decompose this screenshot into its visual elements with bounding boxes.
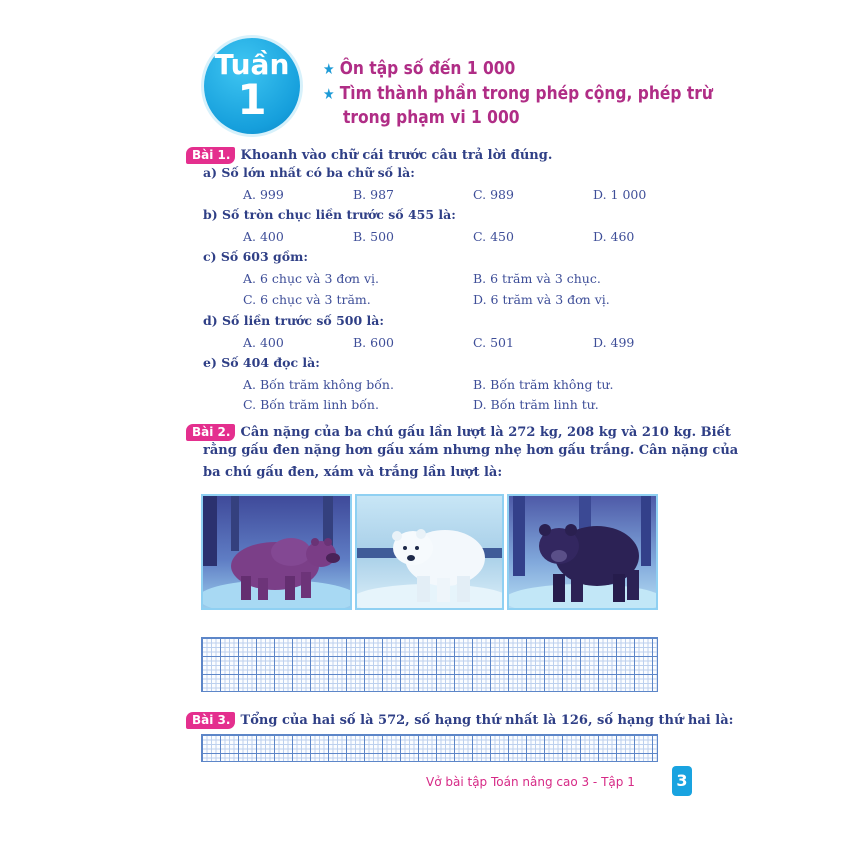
option-e-B[interactable]: B. Bốn trăm không tư. bbox=[473, 377, 614, 392]
polar-bear-image bbox=[355, 494, 504, 610]
star-icon: ★ bbox=[323, 85, 335, 103]
question-c: c) Số 603 gồm: bbox=[203, 249, 308, 264]
bai3-statement: Tổng của hai số là 572, số hạng thứ nhất là 126, số hạng thứ hai là: bbox=[240, 713, 734, 728]
bai2-header bbox=[186, 421, 731, 441]
option-b-B[interactable]: B. 500 bbox=[353, 229, 394, 244]
bai2-answer-grid[interactable] bbox=[201, 637, 658, 692]
topic-2-text: Tìm thành phần trong phép cộng, phép trừ bbox=[339, 83, 713, 104]
option-c-D[interactable]: D. 6 trăm và 3 đơn vị. bbox=[473, 292, 610, 307]
topic-1-text: Ôn tập số đến 1 000 bbox=[339, 58, 516, 79]
option-d-D[interactable]: D. 499 bbox=[593, 335, 635, 350]
bai3-header bbox=[186, 709, 733, 729]
star-icon: ★ bbox=[323, 60, 335, 78]
question-b: b) Số tròn chục liền trước số 455 là: bbox=[203, 207, 456, 222]
topic-2-continued: trong phạm vi 1 000 bbox=[343, 107, 520, 128]
book-title-footer: Vở bài tập Toán nâng cao 3 - Tập 1 bbox=[426, 775, 635, 789]
bai2-line-3: ba chú gấu đen, xám và trắng lần lượt là: bbox=[203, 465, 503, 480]
bai1-statement: Khoanh vào chữ cái trước câu trả lời đúng. bbox=[240, 148, 553, 163]
question-d: d) Số liền trước số 500 là: bbox=[203, 313, 384, 328]
option-a-D[interactable]: D. 1 000 bbox=[593, 187, 647, 202]
option-e-D[interactable]: D. Bốn trăm linh tư. bbox=[473, 397, 599, 412]
option-d-B[interactable]: B. 600 bbox=[353, 335, 394, 350]
option-d-A[interactable]: A. 400 bbox=[243, 335, 284, 350]
option-e-C[interactable]: C. Bốn trăm linh bốn. bbox=[243, 397, 379, 412]
option-c-C[interactable]: C. 6 chục và 3 trăm. bbox=[243, 292, 371, 307]
option-d-C[interactable]: C. 501 bbox=[473, 335, 514, 350]
bai2-label: Bài 2. bbox=[186, 424, 235, 441]
option-a-B[interactable]: B. 987 bbox=[353, 187, 394, 202]
black-bear-image bbox=[507, 494, 658, 610]
week-number: 1 bbox=[237, 75, 267, 124]
option-c-A[interactable]: A. 6 chục và 3 đơn vị. bbox=[243, 271, 379, 286]
option-c-B[interactable]: B. 6 trăm và 3 chục. bbox=[473, 271, 601, 286]
bai3-label: Bài 3. bbox=[186, 712, 235, 729]
option-a-A[interactable]: A. 999 bbox=[243, 187, 284, 202]
option-a-C[interactable]: C. 989 bbox=[473, 187, 514, 202]
option-b-A[interactable]: A. 400 bbox=[243, 229, 284, 244]
week-label: Tuần bbox=[214, 48, 290, 81]
option-b-C[interactable]: C. 450 bbox=[473, 229, 514, 244]
bai3-answer-grid[interactable] bbox=[201, 734, 658, 762]
question-e: e) Số 404 đọc là: bbox=[203, 355, 320, 370]
topic-2 bbox=[323, 83, 713, 104]
bai2-line-1: Cân nặng của ba chú gấu lần lượt là 272 kg, 208 kg và 210 kg. Biết bbox=[240, 425, 731, 440]
page-number: 3 bbox=[672, 766, 692, 796]
brown-bear-image bbox=[201, 494, 352, 610]
bai1-header bbox=[186, 144, 552, 164]
week-badge bbox=[204, 38, 300, 134]
option-e-A[interactable]: A. Bốn trăm không bốn. bbox=[243, 377, 394, 392]
question-a: a) Số lớn nhất có ba chữ số là: bbox=[203, 165, 415, 180]
bai1-label: Bài 1. bbox=[186, 147, 235, 164]
option-b-D[interactable]: D. 460 bbox=[593, 229, 635, 244]
bai2-line-2: rằng gấu đen nặng hơn gấu xám nhưng nhẹ hơn gấu trắng. Cân nặng của bbox=[203, 443, 739, 458]
topic-1 bbox=[323, 58, 515, 79]
